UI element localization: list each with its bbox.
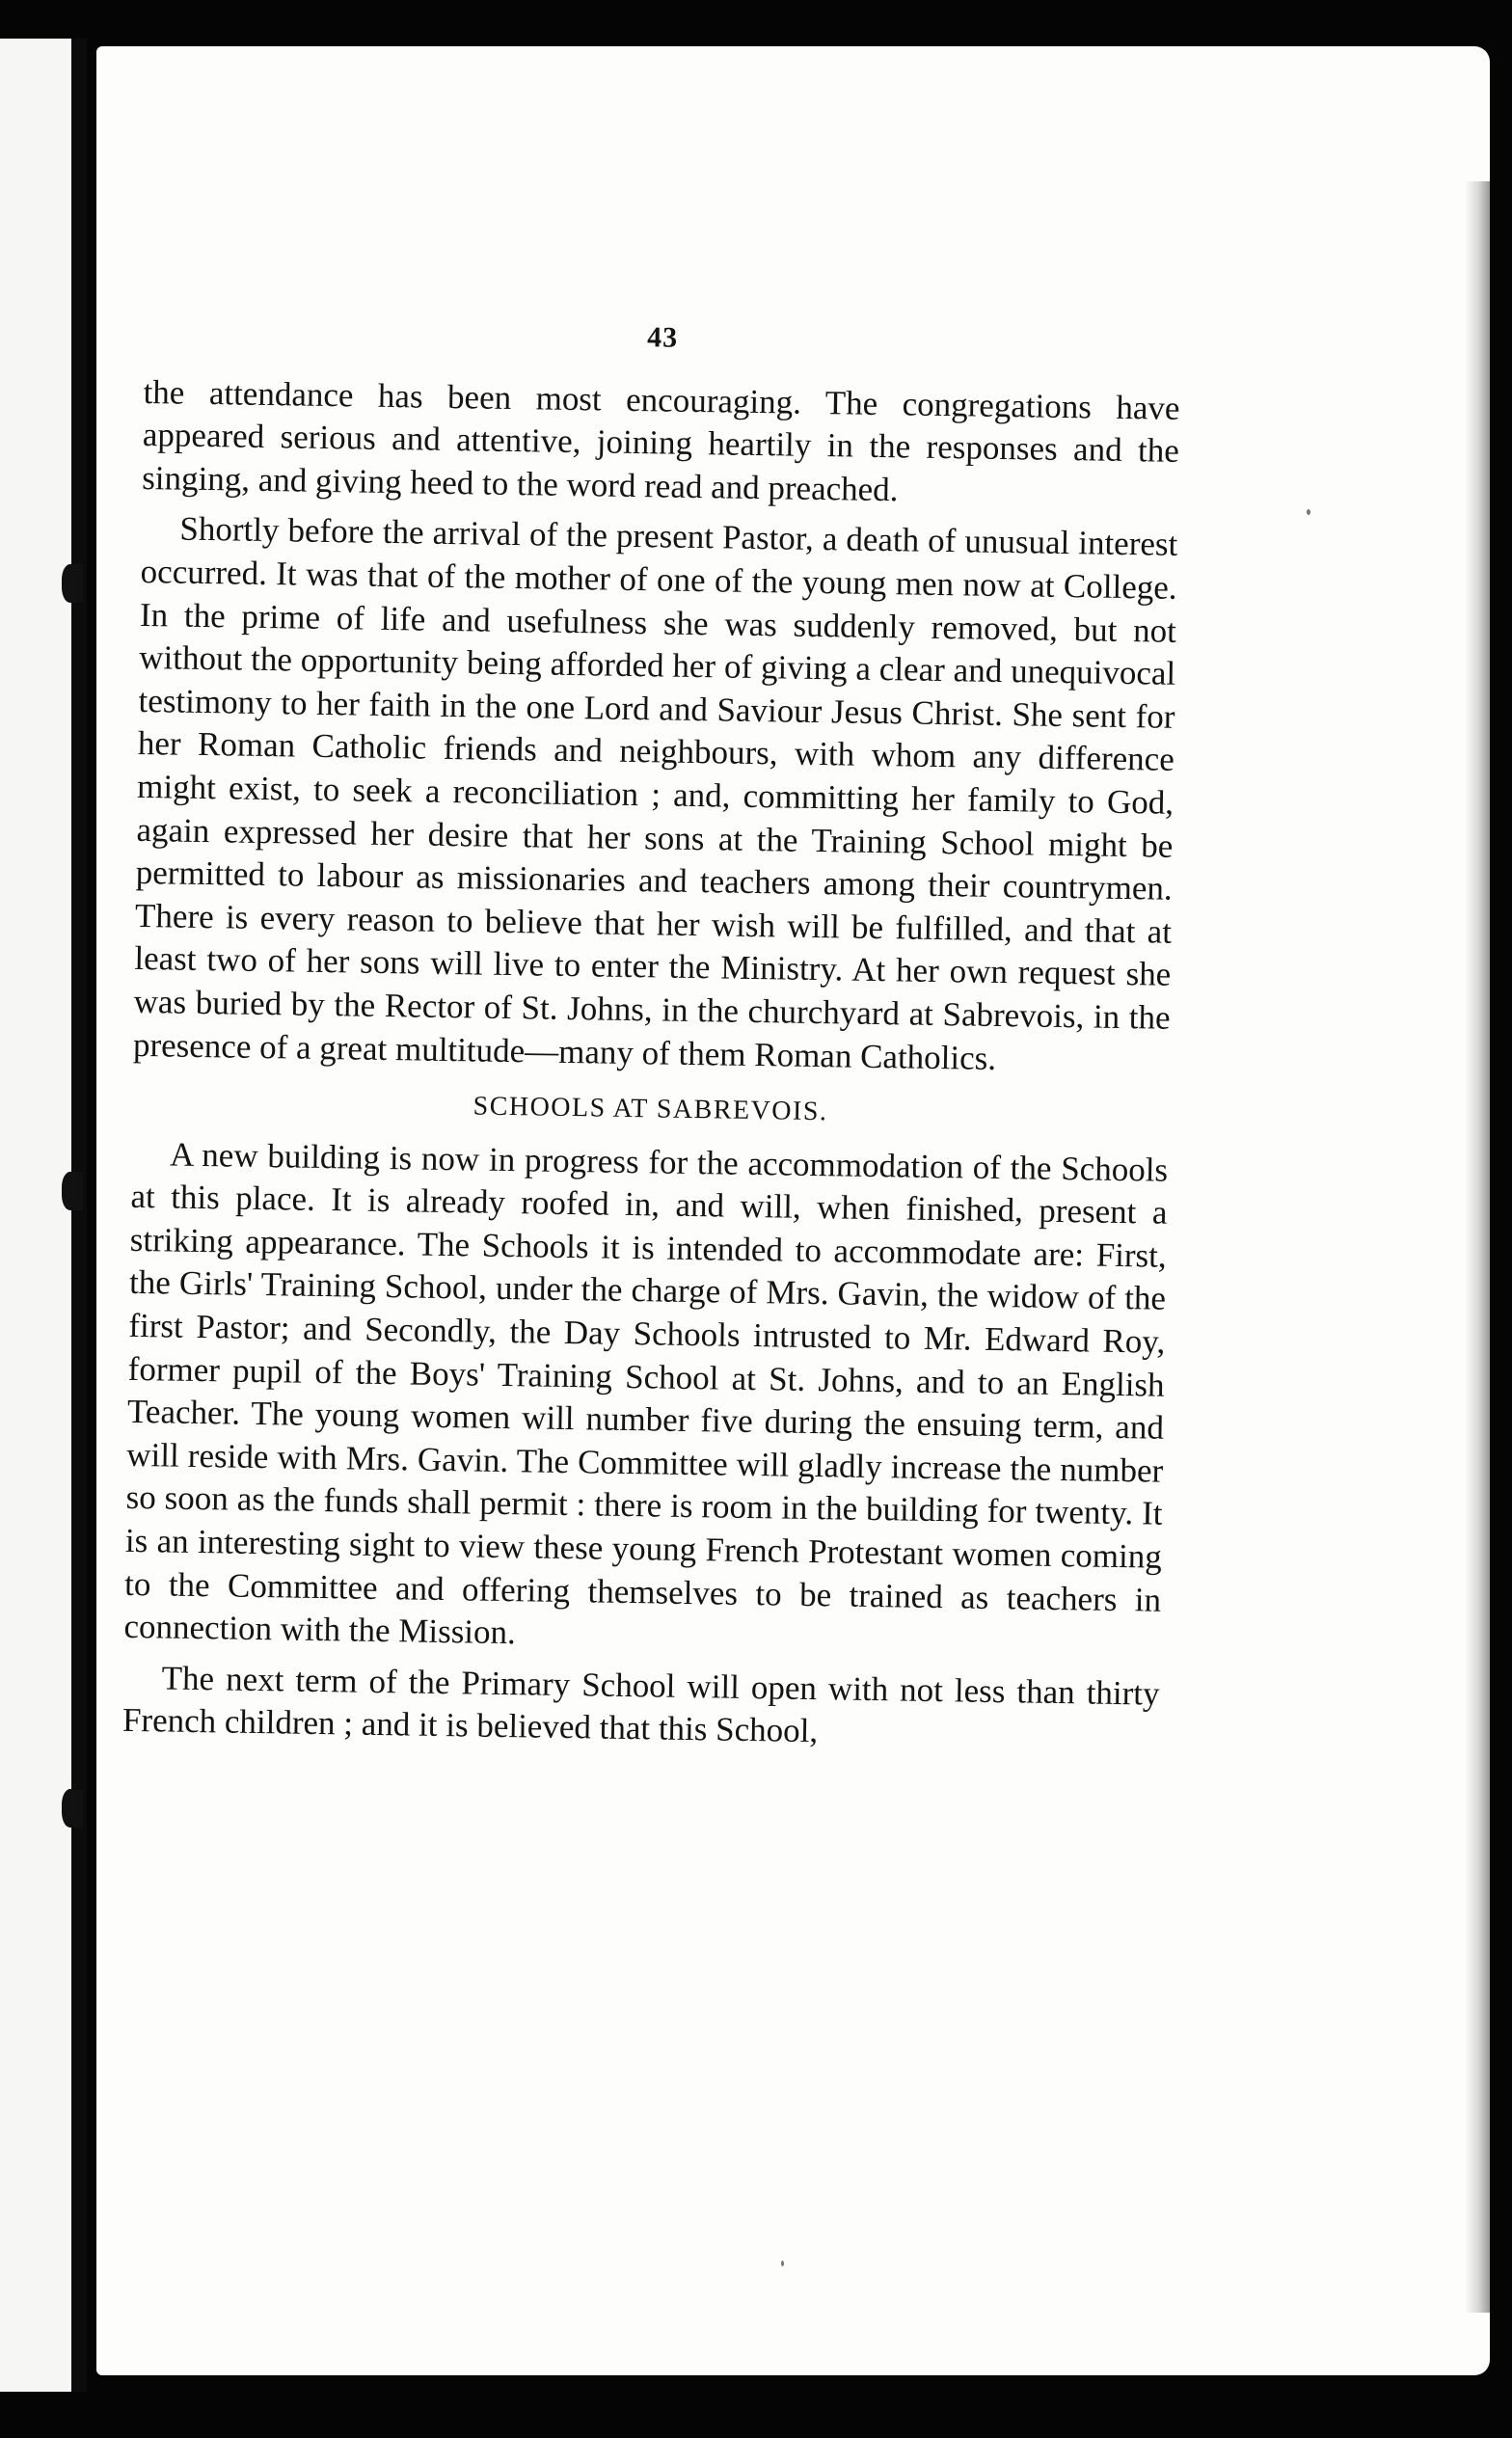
section-heading: SCHOOLS AT SABREVOIS. (472, 1091, 828, 1127)
facing-page-edge (0, 39, 79, 2392)
paragraph: A new building is now in progress for the accommodation of the Schools at this place. It is already roofed in, and will, when finished, present a striking appearance. The Schools it is intended to accommodate are: First, the Girls' Training School, under the charge of Mrs. Gavin, the widow of the first Pastor; and Secondly, the Day Schools intrusted to Mr. Edward Roy, former pupil of the Boys' Training School at St. Johns, and to an English Teacher. The young women will number five during the ensuing term, and will reside with Mrs. Gavin. The Committee will gladly increase the number so soon as the funds shall permit : there is room in the building for twenty. It is an interesting sight to view these young French Protestant women coming to the Committee and offering themselves to be trained as teachers in connection with the Mission. (123, 1135, 1169, 1652)
paragraph: the attendance has been most encouraging. The congregations have appeared serious and attentive, joining heartily in the responses and the singing, and giving heed to the word read and preached. (141, 372, 1180, 509)
paragraph: Shortly before the arrival of the present Pastor, a death of unusual interest occurred. It was that of the mother of one of the young men now at College. In the prime of life and usefulness she was suddenly removed, but not without the opportunity being afforded her of giving a clear and unequivocal testimony to her faith in the one Lord and Saviour Jesus Christ. She sent for her Roman Catholic friends and neighbours, with whom any difference might exist, to seek a reconciliation ; and, committing her family to God, again expressed her desire that her sons at the Training School might be permitted to labour as missionaries and teachers among their countrymen. There is every reason to believe that her wish will be fulfilled, and that at least two of her sons will live to enter the Ministry. At her own request she was buried by the Rector of St. Johns, in the churchyard at Sabrevois, in the presence of a great multitude—many of them Roman Catholics. (132, 509, 1178, 1077)
paper-fleck (781, 2261, 784, 2266)
page-edge-shadow (1465, 181, 1490, 2313)
paragraph: The next term of the Primary School will open with not less than thirty French children ; and it is believed that this School, (122, 1659, 1160, 1750)
paper-fleck (1307, 509, 1310, 515)
binding-notch (62, 564, 83, 603)
binding-notch (62, 1172, 83, 1210)
page-number: 43 (646, 321, 679, 354)
binding-notch (62, 1789, 83, 1828)
page-text (122, 309, 1181, 1759)
gutter-shadow (71, 39, 87, 2392)
